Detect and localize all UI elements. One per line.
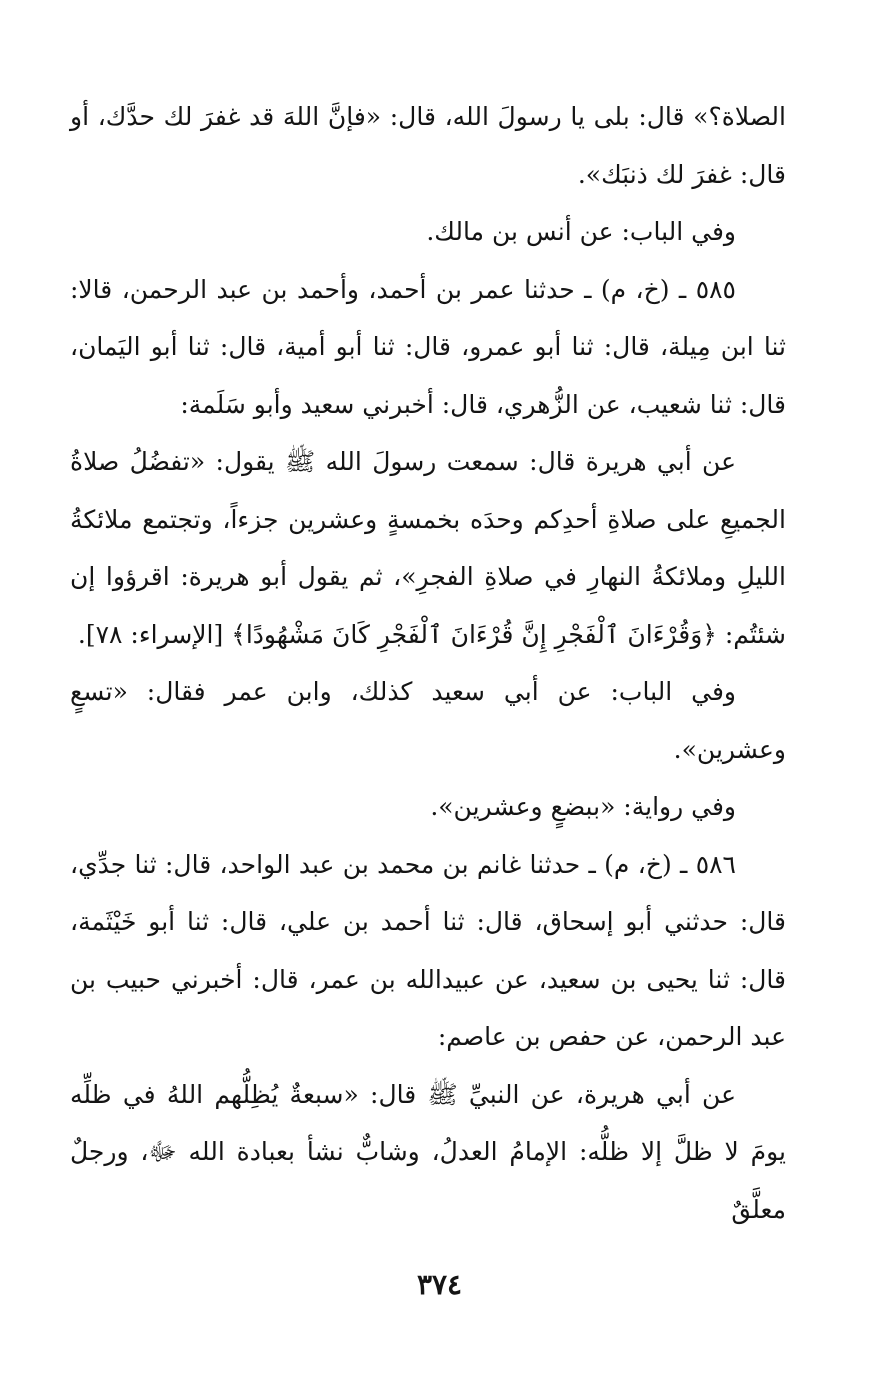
paragraph-isnad-585: ٥٨٥ ـ (خ، م) ـ حدثنا عمر بن أحمد، وأحمد بن عبد الرحمن، قالا: ثنا ابن مِيلة، قال: ثنا أبو عمرو، قال: ثنا أبو أمية، قال: ثنا أبو اليَمان، قال: ثنا شعيب، عن الزُّهري، قال: أخبرني سعيد وأبو سَلَمة: bbox=[70, 274, 786, 419]
paragraph-matn-586: عن أبي هريرة، عن النبيِّ ﷺ قال: «سبعةٌ يُظِلُّهم اللهُ في ظلِّه يومَ لا ظلَّ إلا ظلُّه: الإمامُ العدلُ، وشابٌّ نشأ بعبادة الله ﷻ، ورجلٌ معلَّقٌ bbox=[70, 1079, 786, 1224]
paragraph-isnad-586: ٥٨٦ ـ (خ، م) ـ حدثنا غانم بن محمد بن عبد الواحد، قال: ثنا جدِّي، قال: حدثني أبو إسحاق، قال: ثنا أحمد بن علي، قال: ثنا أبو خَيْثَمة، قال: ثنا يحيى بن سعيد، عن عبيدالله بن عمر، قال: أخبرني حبيب بن عبد الرحمن، عن حفص بن عاصم: bbox=[70, 849, 786, 1051]
paragraph-riwaya-note: وفي رواية: «ببضعٍ وعشرين». bbox=[430, 792, 736, 821]
paragraph-chapter-note: وفي الباب: عن أنس بن مالك. bbox=[426, 217, 736, 246]
page-number: ٣٧٤ bbox=[416, 1268, 463, 1301]
page-body-text bbox=[70, 88, 786, 1238]
paragraph-matn-585: عن أبي هريرة قال: سمعت رسولَ الله ﷺ يقول: «تفضُلُ صلاةُ الجميعِ على صلاةِ أحدِكم وحدَه بخمسةٍ وعشرين جزءاً، وتجتمع ملائكةُ الليلِ وملائكةُ النهارِ في صلاةِ الفجرِ»، ثم يقول أبو هريرة: اقرؤوا إن شئتُم: ﴿وَقُرْءَانَ ٱلْفَجْرِ إِنَّ قُرْءَانَ ٱلْفَجْرِ كَانَ مَشْهُودًا﴾ [الإسراء: ٧٨]. bbox=[70, 447, 786, 649]
paragraph-hadith-continuation: الصلاة؟» قال: بلى يا رسولَ الله، قال: «فإنَّ اللهَ قد غفرَ لك حدَّك، أو قال: غفرَ لك ذنبَك». bbox=[70, 102, 786, 189]
paragraph-chapter-note: وفي الباب: عن أبي سعيد كذلك، وابن عمر فقال: «تسعٍ وعشرين». bbox=[70, 677, 786, 764]
